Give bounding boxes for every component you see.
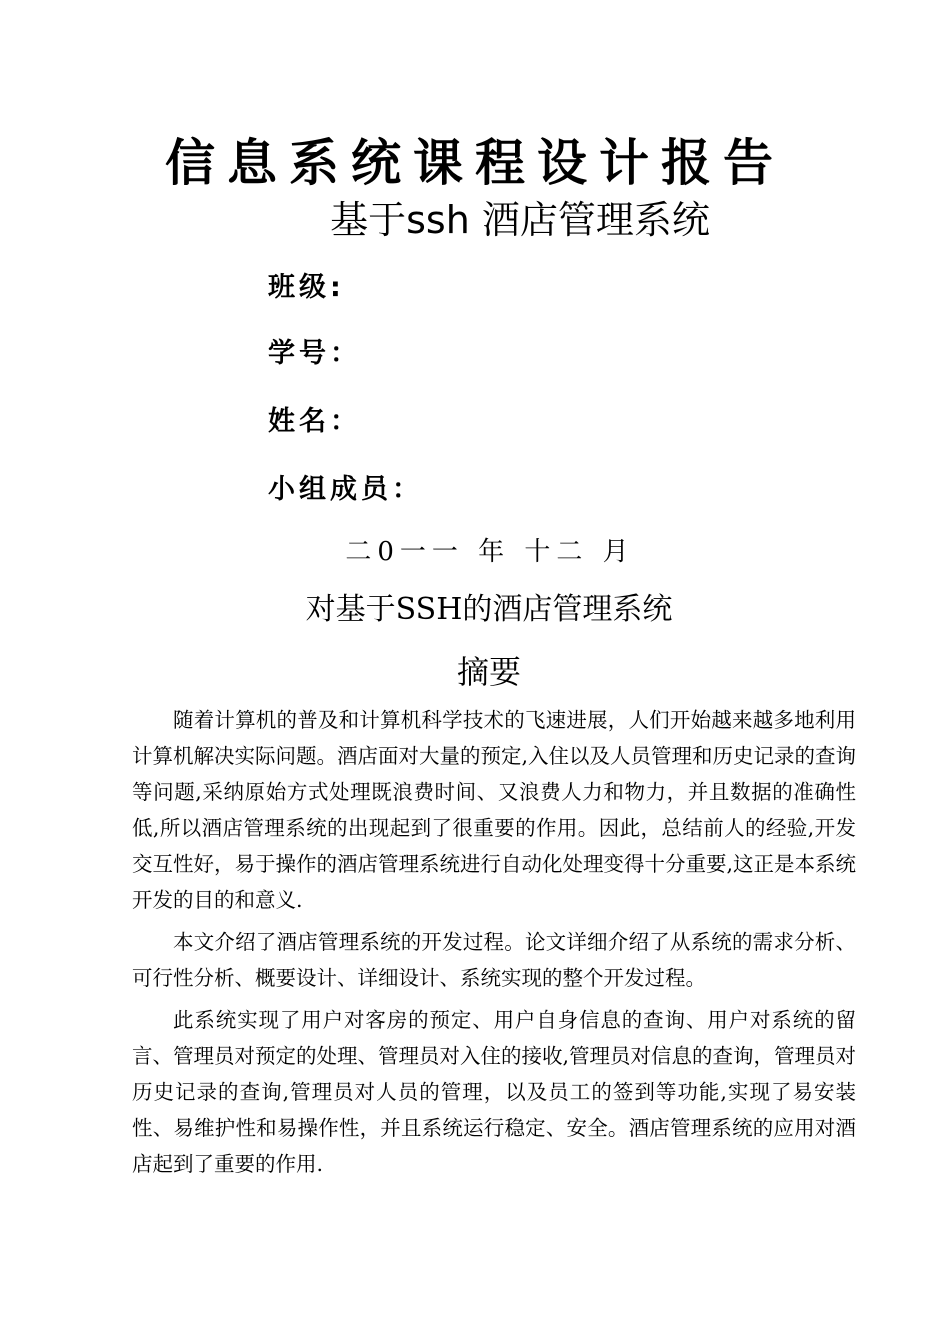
student-id-label: 学号： bbox=[268, 338, 361, 369]
name-label: 姓名： bbox=[268, 406, 361, 437]
abstract-paragraph: 随着计算机的普及和计算机科学技术的飞速进展，人们开始越来越多地利用计算机解决实际问题。酒店面对大量的预定,入住以及人员管理和历史记录的查询等问题,采纳原始方式处理既浪费时间、又浪费人力和物力，并且数据的准确性低,所以酒店管理系统的出现起到了很重要的作用。因此，总结前人的经验,开发交互性好，易于操作的酒店管理系统进行自动化处理变得十分重要,这正是本系统开发的目的和意义. bbox=[132, 708, 857, 912]
report-date: 二0一一 年 十二 月 bbox=[345, 537, 635, 567]
abstract-heading: 摘要 bbox=[456, 653, 521, 691]
abstract-paragraph: 本文介绍了酒店管理系统的开发过程。论文详细介绍了从系统的需求分析、可行性分析、概要设计、详细设计、系统实现的整个开发过程。 bbox=[132, 930, 856, 990]
report-title: 信息系统课程设计报告 bbox=[165, 134, 785, 192]
abstract-body bbox=[132, 702, 856, 1188]
members-label: 小组成员： bbox=[268, 474, 423, 505]
abstract-title: 对基于SSH的酒店管理系统 bbox=[305, 592, 673, 627]
abstract-paragraph: 此系统实现了用户对客房的预定、用户自身信息的查询、用户对系统的留言、管理员对预定的处理、管理员对入住的接收,管理员对信息的查询，管理员对历史记录的查询,管理员对人员的管理，以及员工的签到等功能,实现了易安装性、易维护性和易操作性，并且系统运行稳定、安全。酒店管理系统的应用对酒店起到了重要的作用. bbox=[132, 1008, 857, 1176]
report-subtitle: 基于ssh 酒店管理系统 bbox=[330, 198, 710, 242]
class-label: 班级: bbox=[268, 272, 345, 303]
